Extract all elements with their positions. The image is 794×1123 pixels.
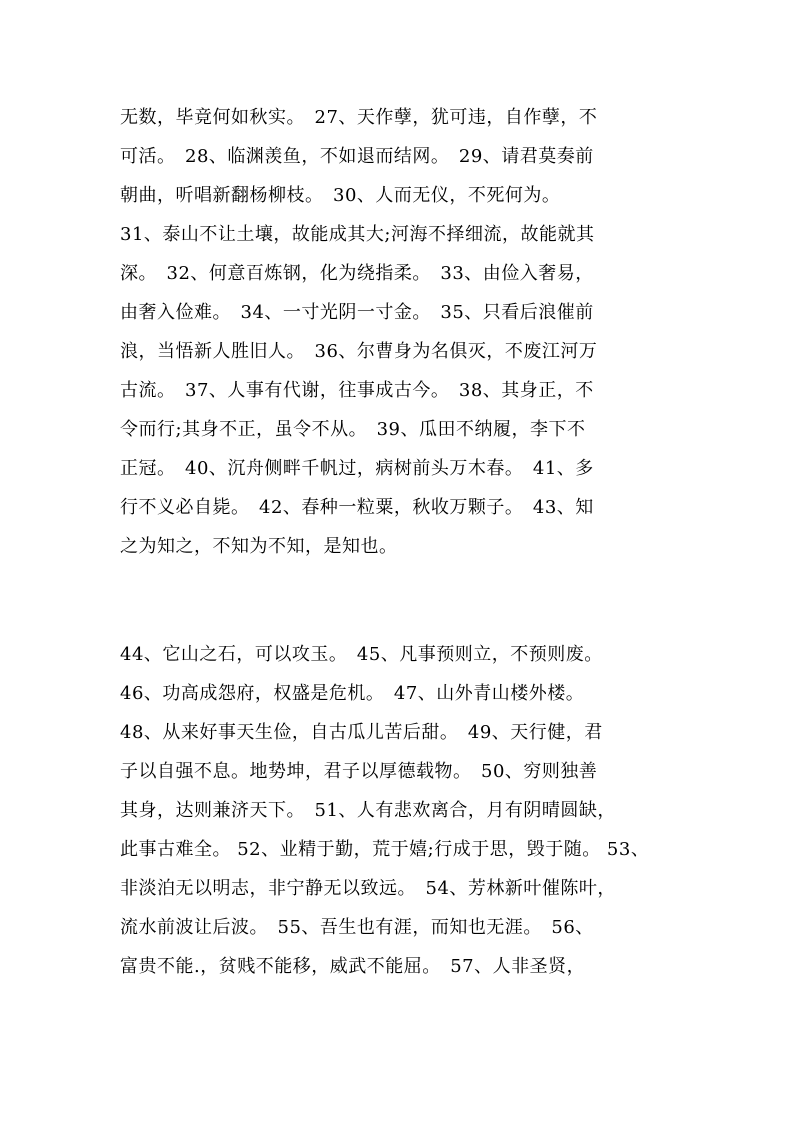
- text-line: 由奢入俭难。 34、一寸光阴一寸金。 35、只看后浪催前: [120, 302, 594, 323]
- text-line: 31、泰山不让土壤，故能成其大;河海不择细流，故能就其: [120, 224, 595, 245]
- text-line: 44、它山之石，可以攻玉。 45、凡事预则立，不预则废。: [120, 644, 603, 665]
- text-line: 48、从来好事天生俭，自古瓜儿苦后甜。 49、天行健，君: [120, 722, 603, 743]
- text-line: 流水前波让后波。 55、吾生也有涯，而知也无涯。 56、: [120, 917, 594, 938]
- text-line: 无数，毕竟何如秋实。 27、天作孽，犹可违，自作孽，不: [120, 107, 598, 128]
- text-line: 此事古难全。 52、业精于勤，荒于嬉;行成于思，毁于随。 53、: [120, 839, 650, 860]
- text-line: 浪，当悟新人胜旧人。 36、尔曹身为名俱灭，不废江河万: [120, 341, 598, 362]
- text-line: 非淡泊无以明志，非宁静无以致远。 54、芳林新叶催陈叶，: [120, 878, 616, 899]
- text-line: 子以自强不息。地势坤，君子以厚德载物。 50、穷则独善: [120, 761, 598, 782]
- text-line: 令而行;其身不正，虽令不从。 39、瓜田不纳履，李下不: [120, 419, 586, 440]
- text-line: 富贵不能.，贫贱不能移，威武不能屈。 57、人非圣贤，: [120, 956, 586, 977]
- text-line: 正冠。 40、沉舟侧畔千帆过，病树前头万木春。 41、多: [120, 458, 594, 479]
- text-line: 行不义必自毙。 42、春种一粒粟，秋收万颗子。 43、知: [120, 497, 594, 518]
- text-line: 古流。 37、人事有代谢，往事成古今。 38、其身正，不: [120, 380, 594, 401]
- text-line: 之为知之，不知为不知，是知也。: [120, 536, 398, 557]
- text-line: 其身，达则兼济天下。 51、人有悲欢离合，月有阴晴圆缺，: [120, 800, 616, 821]
- text-line: 46、功高成怨府，权盛是危机。 47、山外青山楼外楼。: [120, 683, 585, 704]
- text-line: 深。 32、何意百炼钢，化为绕指柔。 33、由俭入奢易，: [120, 263, 594, 284]
- text-line: 可活。 28、临渊羡鱼，不如退而结网。 29、请君莫奏前: [120, 146, 594, 167]
- text-line: 朝曲，听唱新翻杨柳枝。 30、人而无仪，不死何为。: [120, 185, 561, 206]
